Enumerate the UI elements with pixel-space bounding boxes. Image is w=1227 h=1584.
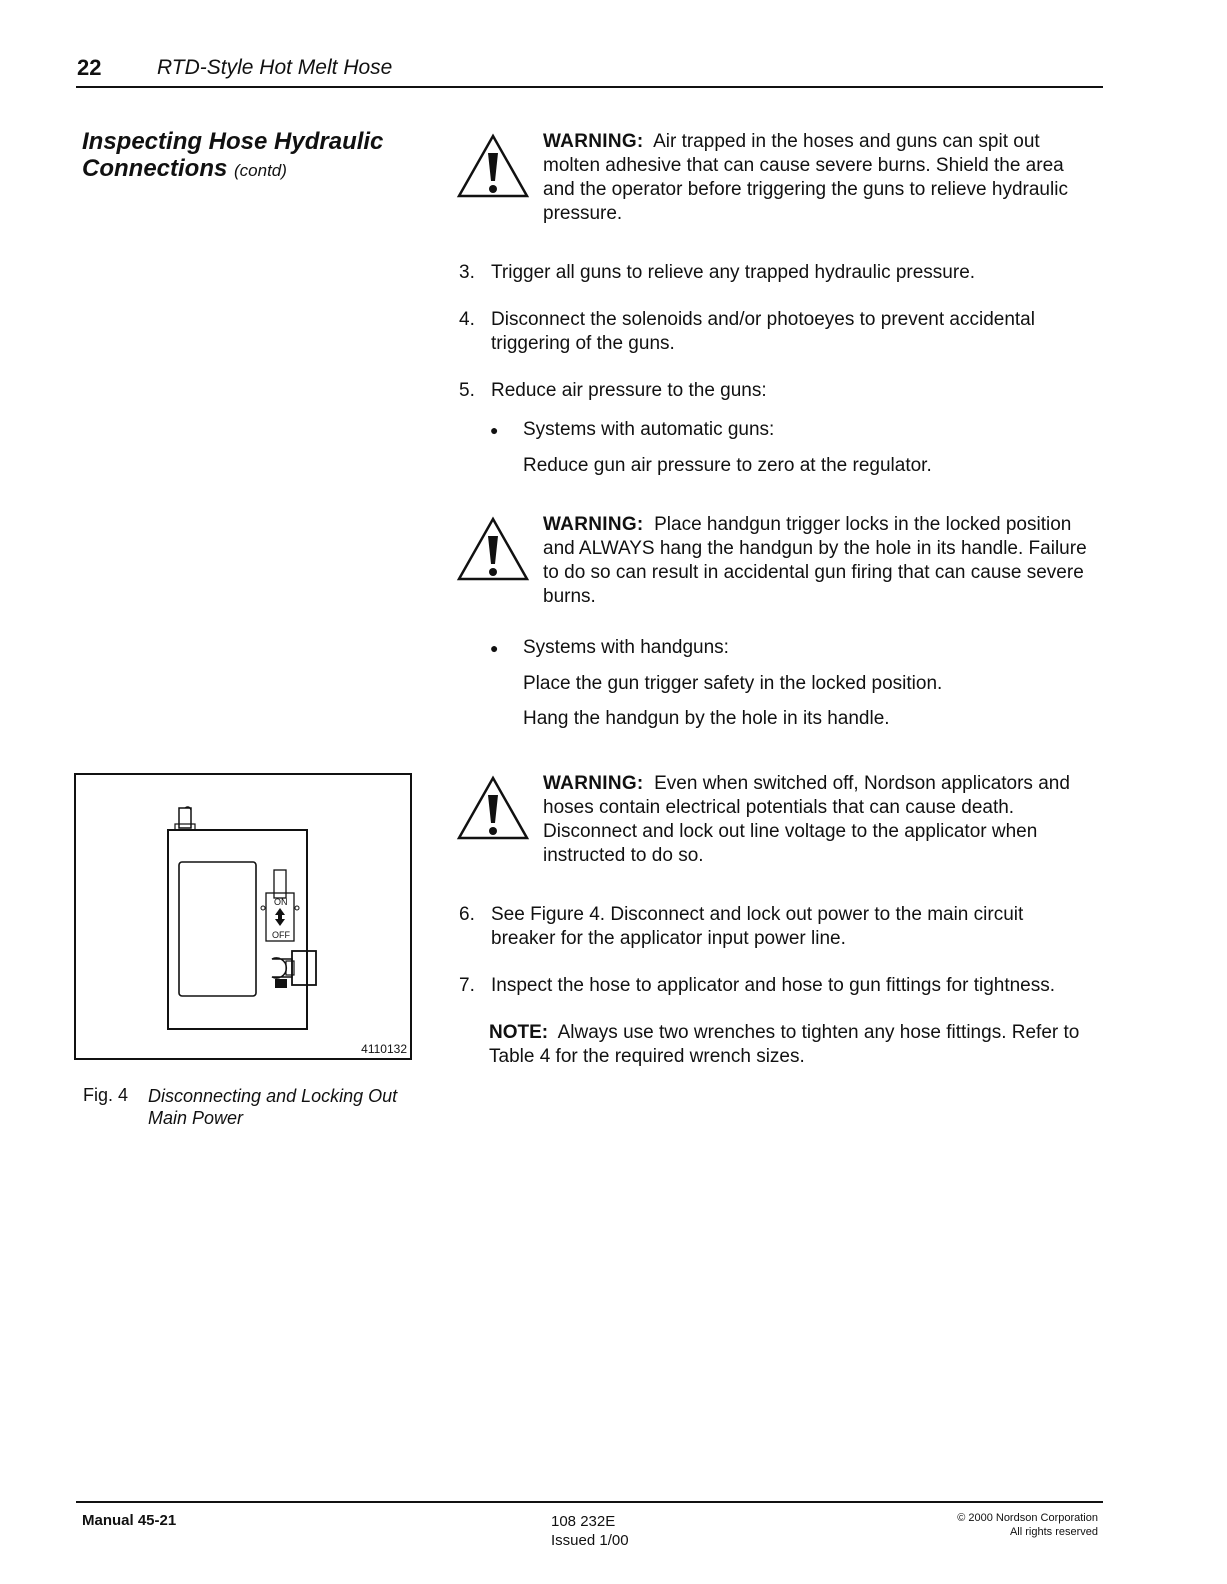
rights-text: All rights reserved [1009, 1526, 1098, 1538]
warning-block-3 [543, 772, 1098, 868]
footer-copyright [880, 1511, 1098, 1539]
section-heading [82, 128, 422, 184]
bullet-detail: Hang the handgun by the hole in its handle. [523, 708, 890, 729]
step-number: 7. [459, 975, 475, 996]
step-number: 5. [459, 380, 475, 401]
figure-4 [74, 773, 412, 1060]
figure-id: 4110132 [361, 1042, 407, 1056]
page-number: 22 [77, 55, 102, 80]
footer-issued: Issued 1/00 [551, 1532, 629, 1549]
section-contd: (contd) [234, 161, 287, 180]
bullet-detail: Place the gun trigger safety in the locked position. [523, 673, 943, 694]
running-title: RTD-Style Hot Melt Hose [157, 56, 393, 79]
warning-label: WARNING: [543, 131, 644, 152]
bullet-icon: ● [490, 422, 499, 438]
warning-label: WARNING: [543, 773, 644, 794]
warning-text: Air trapped in the hoses and guns can spit out molten adhesive that can cause severe burns. Shield the area and the operator before triggering the guns to relieve hydraulic pressure. [543, 131, 1068, 224]
disconnect-switch-illustration [76, 775, 410, 1058]
warning-label: WARNING: [543, 514, 644, 535]
figure-number: Fig. 4 [83, 1085, 129, 1105]
header-rule [76, 86, 1103, 88]
footer-part [551, 1512, 629, 1550]
step-text: Inspect the hose to applicator and hose to gun fittings for tightness. [491, 975, 1056, 996]
footer-manual: Manual 45-21 [82, 1512, 177, 1529]
note-label: NOTE: [489, 1022, 549, 1043]
warning-triangle-icon [456, 133, 530, 199]
step-text: See Figure 4. Disconnect and lock out power to the main circuit breaker for the applicator input power line. [491, 904, 1024, 949]
bullet-icon: ● [490, 640, 499, 656]
footer-rule [76, 1501, 1103, 1503]
step-number: 3. [459, 262, 475, 283]
warning-triangle-icon [456, 516, 530, 582]
copyright-text: © 2000 Nordson Corporation [957, 1512, 1098, 1524]
switch-on-label: ON [274, 897, 288, 907]
step-text: Reduce air pressure to the guns: [491, 380, 767, 401]
step-text: Disconnect the solenoids and/or photoeyes to prevent accidental triggering of the guns. [491, 309, 1035, 354]
warning-text: Even when switched off, Nordson applicators and hoses contain electrical potentials that can cause death. Disconnect and lock out line voltage to the applicator when instructed to do so. [543, 773, 1070, 866]
note-text: Always use two wrenches to tighten any hose fittings. Refer to Table 4 for the required wrench sizes. [489, 1022, 1080, 1067]
step-number: 6. [459, 904, 475, 925]
footer-part-number: 108 232E [551, 1513, 616, 1530]
bullet-title: Systems with handguns: [523, 637, 729, 658]
warning-block-1 [543, 130, 1098, 226]
warning-triangle-icon [456, 775, 530, 841]
switch-off-label: OFF [272, 930, 290, 940]
warning-block-2 [543, 513, 1098, 609]
warning-text: Place handgun trigger locks in the locked position and ALWAYS hang the handgun by the hole in its handle. Failure to do so can result in accidental gun firing that can cause severe burns. [543, 514, 1087, 607]
figure-caption: Disconnecting and Locking Out Main Power [148, 1086, 398, 1128]
bullet-detail: Reduce gun air pressure to zero at the regulator. [523, 455, 932, 476]
bullet-title: Systems with automatic guns: [523, 419, 775, 440]
note-block [489, 1021, 1094, 1069]
section-heading-text: Inspecting Hose Hydraulic Connections [82, 128, 384, 182]
step-text: Trigger all guns to relieve any trapped hydraulic pressure. [491, 262, 976, 283]
step-number: 4. [459, 309, 475, 330]
